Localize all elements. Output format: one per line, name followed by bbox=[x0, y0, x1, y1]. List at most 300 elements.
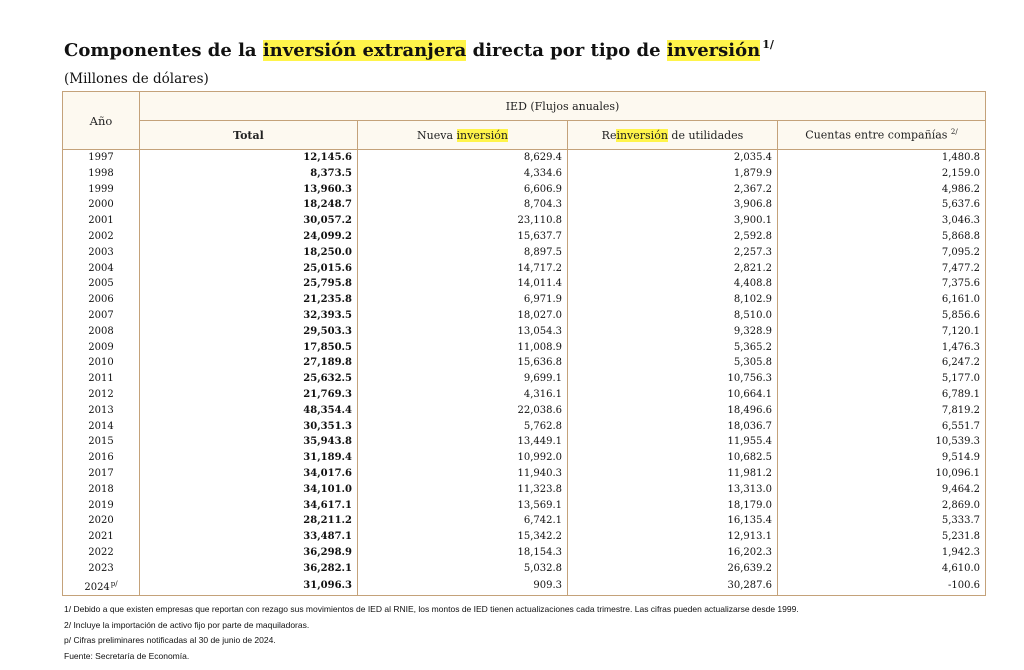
year-cell-value: 2021 bbox=[88, 531, 114, 543]
table-row bbox=[63, 545, 986, 561]
cuentas-cell-value: 2,869.0 bbox=[941, 499, 981, 511]
reinversion-cell-value: 11,981.2 bbox=[727, 467, 772, 479]
nueva-inversion-cell-value: 22,038.6 bbox=[517, 404, 562, 416]
cuentas-cell-value: 5,637.6 bbox=[941, 199, 981, 211]
nueva-inversion-cell bbox=[358, 245, 568, 261]
header-total: Total bbox=[140, 121, 358, 150]
table-row bbox=[63, 213, 986, 229]
nueva-inversion-cell-value: 23,110.8 bbox=[517, 215, 562, 227]
table-row bbox=[63, 482, 986, 498]
header-reinv-highlight: inversión bbox=[616, 128, 668, 142]
cuentas-cell-value: -100.6 bbox=[948, 580, 981, 592]
nueva-inversion-cell-value: 8,629.4 bbox=[523, 152, 562, 163]
reinversion-cell bbox=[568, 371, 778, 387]
reinversion-cell bbox=[568, 182, 778, 198]
total-cell bbox=[140, 292, 358, 308]
cuentas-cell bbox=[778, 292, 986, 308]
cuentas-cell-value: 4,610.0 bbox=[941, 562, 981, 574]
year-cell bbox=[63, 229, 140, 245]
nueva-inversion-cell bbox=[358, 229, 568, 245]
reinversion-cell-value: 10,682.5 bbox=[727, 452, 772, 464]
year-cell bbox=[63, 261, 140, 277]
reinversion-cell bbox=[568, 434, 778, 450]
year-cell-value: 2001 bbox=[88, 215, 114, 227]
cuentas-cell-value: 9,464.2 bbox=[941, 483, 981, 495]
table-row bbox=[63, 197, 986, 213]
year-cell-value: 1999 bbox=[88, 183, 114, 195]
nueva-inversion-cell bbox=[358, 577, 568, 596]
cuentas-cell-value: 10,539.3 bbox=[935, 436, 981, 448]
title-footnote-marker: 1/ bbox=[762, 38, 774, 51]
reinversion-cell bbox=[568, 261, 778, 277]
nueva-inversion-cell-value: 11,940.3 bbox=[517, 467, 562, 479]
reinversion-cell-value: 18,496.6 bbox=[727, 404, 772, 416]
reinversion-cell bbox=[568, 276, 778, 292]
total-cell-value: 31,189.4 bbox=[303, 452, 352, 464]
nueva-inversion-cell-value: 9,699.1 bbox=[523, 373, 562, 385]
reinversion-cell-value: 30,287.6 bbox=[727, 580, 772, 592]
cuentas-cell bbox=[778, 434, 986, 450]
footnote-3: p/ Cifras preliminares notificadas al 30 de junio de 2024. bbox=[64, 635, 276, 645]
cuentas-cell-value: 7,375.6 bbox=[941, 278, 981, 290]
cuentas-cell-value: 6,247.2 bbox=[941, 357, 981, 369]
total-cell-value: 33,487.1 bbox=[303, 531, 352, 543]
year-cell-value: 2006 bbox=[88, 294, 114, 306]
ied-table bbox=[62, 91, 986, 596]
cuentas-cell bbox=[778, 561, 986, 577]
reinversion-cell-value: 13,313.0 bbox=[727, 483, 772, 495]
cuentas-cell bbox=[778, 419, 986, 435]
table-row bbox=[63, 498, 986, 514]
year-cell-value: 2009 bbox=[88, 341, 114, 353]
table-row bbox=[63, 150, 986, 166]
nueva-inversion-cell bbox=[358, 197, 568, 213]
year-cell-value: 2003 bbox=[88, 246, 114, 258]
year-cell bbox=[63, 450, 140, 466]
total-cell bbox=[140, 245, 358, 261]
reinversion-cell-value: 8,102.9 bbox=[733, 294, 772, 306]
cuentas-cell bbox=[778, 324, 986, 340]
table-row bbox=[63, 245, 986, 261]
reinversion-cell-value: 9,328.9 bbox=[733, 325, 772, 337]
cuentas-cell-value: 5,231.8 bbox=[941, 531, 981, 543]
total-cell-value: 30,057.2 bbox=[303, 215, 352, 227]
reinversion-cell-value: 16,202.3 bbox=[727, 546, 772, 558]
reinversion-cell bbox=[568, 308, 778, 324]
reinversion-cell-value: 2,592.8 bbox=[733, 230, 772, 242]
nueva-inversion-cell-value: 14,717.2 bbox=[517, 262, 562, 274]
cuentas-cell-value: 7,477.2 bbox=[941, 262, 981, 274]
year-cell-value: 2015 bbox=[88, 436, 114, 448]
header-cuentas-footnote: 2/ bbox=[950, 128, 958, 137]
year-cell bbox=[63, 529, 140, 545]
year-cell bbox=[63, 498, 140, 514]
nueva-inversion-cell-value: 6,742.1 bbox=[523, 515, 562, 527]
header-nueva-highlight: inversión bbox=[456, 128, 508, 142]
nueva-inversion-cell-value: 909.3 bbox=[533, 580, 562, 592]
table-row bbox=[63, 577, 986, 596]
reinversion-cell-value: 18,036.7 bbox=[727, 420, 772, 432]
reinversion-cell-value: 3,906.8 bbox=[733, 199, 772, 211]
table-row bbox=[63, 371, 986, 387]
header-cuentas bbox=[778, 121, 986, 150]
total-cell bbox=[140, 324, 358, 340]
nueva-inversion-cell bbox=[358, 466, 568, 482]
reinversion-cell bbox=[568, 529, 778, 545]
total-cell bbox=[140, 513, 358, 529]
year-cell-value: 1998 bbox=[88, 167, 114, 179]
cuentas-cell bbox=[778, 261, 986, 277]
year-cell-value: 1997 bbox=[88, 152, 114, 163]
nueva-inversion-cell-value: 10,992.0 bbox=[517, 452, 562, 464]
footnote-2: 2/ Incluye la importación de activo fijo por parte de maquiladoras. bbox=[64, 619, 310, 630]
year-cell bbox=[63, 276, 140, 292]
reinversion-cell bbox=[568, 213, 778, 229]
total-cell bbox=[140, 545, 358, 561]
total-cell-value: 8,373.5 bbox=[310, 167, 352, 179]
table-row bbox=[63, 403, 986, 419]
cuentas-cell bbox=[778, 166, 986, 182]
year-cell-value: 2002 bbox=[88, 230, 114, 242]
reinversion-cell-value: 26,639.2 bbox=[727, 562, 772, 574]
nueva-inversion-cell-value: 18,154.3 bbox=[517, 546, 562, 558]
total-cell-value: 36,282.1 bbox=[303, 562, 352, 574]
total-cell bbox=[140, 482, 358, 498]
year-cell bbox=[63, 545, 140, 561]
reinversion-cell bbox=[568, 324, 778, 340]
reinversion-cell-value: 2,035.4 bbox=[733, 152, 772, 163]
year-cell-value: 2010 bbox=[88, 357, 114, 369]
nueva-inversion-cell-value: 8,897.5 bbox=[523, 246, 562, 258]
nueva-inversion-cell bbox=[358, 150, 568, 166]
reinversion-cell bbox=[568, 466, 778, 482]
nueva-inversion-cell-value: 13,054.3 bbox=[517, 325, 562, 337]
nueva-inversion-cell-value: 4,316.1 bbox=[523, 388, 562, 400]
nueva-inversion-cell bbox=[358, 355, 568, 371]
year-cell bbox=[63, 340, 140, 356]
reinversion-cell-value: 18,179.0 bbox=[727, 499, 772, 511]
total-cell-value: 18,250.0 bbox=[303, 246, 352, 258]
cuentas-cell bbox=[778, 340, 986, 356]
nueva-inversion-cell-value: 18,027.0 bbox=[517, 309, 562, 321]
reinversion-cell-value: 10,664.1 bbox=[727, 388, 772, 400]
page-title bbox=[64, 38, 774, 61]
year-cell bbox=[63, 197, 140, 213]
header-reinversion bbox=[568, 121, 778, 150]
nueva-inversion-cell bbox=[358, 498, 568, 514]
reinversion-cell-value: 2,821.2 bbox=[733, 262, 772, 274]
title-part-1: Componentes de la bbox=[64, 40, 263, 61]
total-cell-value: 36,298.9 bbox=[303, 546, 352, 558]
cuentas-cell-value: 1,480.8 bbox=[941, 152, 981, 163]
table-row bbox=[63, 324, 986, 340]
cuentas-cell-value: 1,476.3 bbox=[941, 341, 981, 353]
total-cell-value: 25,015.6 bbox=[303, 262, 352, 274]
reinversion-cell bbox=[568, 340, 778, 356]
year-cell bbox=[63, 387, 140, 403]
cuentas-cell-value: 7,095.2 bbox=[941, 246, 981, 258]
cuentas-cell bbox=[778, 498, 986, 514]
year-cell bbox=[63, 482, 140, 498]
reinversion-cell-value: 2,257.3 bbox=[733, 246, 772, 258]
cuentas-cell-value: 6,551.7 bbox=[941, 420, 981, 432]
nueva-inversion-cell bbox=[358, 450, 568, 466]
total-cell bbox=[140, 419, 358, 435]
year-cell bbox=[63, 577, 140, 596]
cuentas-cell bbox=[778, 387, 986, 403]
reinversion-cell bbox=[568, 450, 778, 466]
reinversion-cell bbox=[568, 292, 778, 308]
total-cell bbox=[140, 434, 358, 450]
total-cell bbox=[140, 450, 358, 466]
total-cell-value: 18,248.7 bbox=[303, 199, 352, 211]
total-cell bbox=[140, 577, 358, 596]
year-cell bbox=[63, 245, 140, 261]
year-cell-value: 2022 bbox=[88, 546, 114, 558]
cuentas-cell-value: 1,942.3 bbox=[941, 546, 981, 558]
reinversion-cell bbox=[568, 513, 778, 529]
reinversion-cell bbox=[568, 197, 778, 213]
total-cell bbox=[140, 308, 358, 324]
footnote-source: Fuente: Secretaría de Economía. bbox=[64, 650, 190, 661]
cuentas-cell-value: 5,868.8 bbox=[941, 230, 981, 242]
nueva-inversion-cell bbox=[358, 419, 568, 435]
nueva-inversion-cell bbox=[358, 371, 568, 387]
year-cell bbox=[63, 292, 140, 308]
year-cell-value: 2007 bbox=[88, 309, 114, 321]
nueva-inversion-cell bbox=[358, 308, 568, 324]
nueva-inversion-cell bbox=[358, 545, 568, 561]
year-cell-value: 2012 bbox=[88, 388, 114, 400]
cuentas-cell bbox=[778, 450, 986, 466]
reinversion-cell-value: 12,913.1 bbox=[727, 531, 772, 543]
reinversion-cell bbox=[568, 245, 778, 261]
nueva-inversion-cell bbox=[358, 529, 568, 545]
nueva-inversion-cell-value: 15,636.8 bbox=[517, 357, 562, 369]
page-subtitle: (Millones de dólares) bbox=[64, 71, 209, 87]
nueva-inversion-cell bbox=[358, 340, 568, 356]
cuentas-cell-value: 9,514.9 bbox=[941, 452, 981, 464]
year-cell-value: 2019 bbox=[88, 499, 114, 511]
nueva-inversion-cell-value: 5,032.8 bbox=[523, 562, 562, 574]
nueva-inversion-cell bbox=[358, 513, 568, 529]
reinversion-cell-value: 10,756.3 bbox=[727, 373, 772, 385]
nueva-inversion-cell bbox=[358, 213, 568, 229]
table-row bbox=[63, 529, 986, 545]
reinversion-cell-value: 16,135.4 bbox=[727, 515, 772, 527]
year-cell bbox=[63, 324, 140, 340]
reinversion-cell bbox=[568, 545, 778, 561]
header-group: IED (Flujos anuales) bbox=[140, 92, 986, 121]
nueva-inversion-cell-value: 11,008.9 bbox=[517, 341, 562, 353]
year-cell bbox=[63, 182, 140, 198]
table-row bbox=[63, 308, 986, 324]
table-row bbox=[63, 276, 986, 292]
year-cell-value: 2020 bbox=[88, 515, 114, 527]
header-nueva-inversion bbox=[358, 121, 568, 150]
reinversion-cell bbox=[568, 166, 778, 182]
cuentas-cell bbox=[778, 245, 986, 261]
year-cell bbox=[63, 166, 140, 182]
total-cell-value: 12,145.6 bbox=[303, 152, 352, 163]
total-cell bbox=[140, 371, 358, 387]
title-part-2: directa por tipo de bbox=[466, 40, 667, 61]
reinversion-cell bbox=[568, 419, 778, 435]
table-row bbox=[63, 466, 986, 482]
table-row bbox=[63, 355, 986, 371]
table-row bbox=[63, 561, 986, 577]
total-cell bbox=[140, 182, 358, 198]
nueva-inversion-cell-value: 13,449.1 bbox=[517, 436, 562, 448]
nueva-inversion-cell-value: 5,762.8 bbox=[523, 420, 562, 432]
table-row bbox=[63, 340, 986, 356]
year-footnote-marker: p/ bbox=[110, 579, 118, 588]
nueva-inversion-cell bbox=[358, 434, 568, 450]
nueva-inversion-cell-value: 15,342.2 bbox=[517, 531, 562, 543]
total-cell bbox=[140, 197, 358, 213]
cuentas-cell-value: 4,986.2 bbox=[941, 183, 981, 195]
cuentas-cell bbox=[778, 276, 986, 292]
cuentas-cell-value: 7,819.2 bbox=[941, 404, 981, 416]
total-cell bbox=[140, 276, 358, 292]
total-cell-value: 27,189.8 bbox=[303, 357, 352, 369]
reinversion-cell-value: 5,305.8 bbox=[733, 357, 772, 369]
nueva-inversion-cell-value: 11,323.8 bbox=[517, 483, 562, 495]
nueva-inversion-cell bbox=[358, 561, 568, 577]
year-cell bbox=[63, 213, 140, 229]
title-highlight-1: inversión extranjera bbox=[262, 40, 467, 61]
footnotes bbox=[64, 603, 799, 665]
nueva-inversion-cell-value: 8,704.3 bbox=[523, 199, 562, 211]
cuentas-cell bbox=[778, 482, 986, 498]
nueva-inversion-cell-value: 6,606.9 bbox=[523, 183, 562, 195]
cuentas-cell bbox=[778, 229, 986, 245]
table-row bbox=[63, 450, 986, 466]
total-cell-value: 31,096.3 bbox=[303, 580, 352, 592]
cuentas-cell bbox=[778, 513, 986, 529]
year-cell-value: 2008 bbox=[88, 325, 114, 337]
nueva-inversion-cell bbox=[358, 292, 568, 308]
total-cell-value: 32,393.5 bbox=[303, 309, 352, 321]
year-cell bbox=[63, 466, 140, 482]
year-cell bbox=[63, 434, 140, 450]
cuentas-cell-value: 5,177.0 bbox=[941, 373, 981, 385]
total-cell bbox=[140, 340, 358, 356]
total-cell-value: 25,795.8 bbox=[303, 278, 352, 290]
cuentas-cell bbox=[778, 529, 986, 545]
year-cell-value: 2014 bbox=[88, 420, 114, 432]
year-cell-value: 2013 bbox=[88, 404, 114, 416]
total-cell-value: 34,101.0 bbox=[303, 483, 352, 495]
reinversion-cell bbox=[568, 577, 778, 596]
total-cell bbox=[140, 466, 358, 482]
header-nueva-text: Nueva bbox=[417, 128, 457, 142]
header-reinv-suffix: de utilidades bbox=[667, 128, 744, 142]
total-cell-value: 25,632.5 bbox=[303, 373, 352, 385]
table-row bbox=[63, 292, 986, 308]
cuentas-cell bbox=[778, 545, 986, 561]
nueva-inversion-cell bbox=[358, 276, 568, 292]
cuentas-cell-value: 2,159.0 bbox=[941, 167, 981, 179]
reinversion-cell-value: 5,365.2 bbox=[733, 341, 772, 353]
footnote-1: 1/ Debido a que existen empresas que reportan con rezago sus movimientos de IED al RNIE, los montos de IED tienen actualizaciones cada trimestre. Las cifras pueden actualizarse desde 1999. bbox=[64, 604, 799, 614]
table-row bbox=[63, 434, 986, 450]
year-cell bbox=[63, 150, 140, 166]
cuentas-cell bbox=[778, 150, 986, 166]
nueva-inversion-cell-value: 14,011.4 bbox=[517, 278, 562, 290]
header-year: Año bbox=[63, 92, 140, 150]
total-cell-value: 28,211.2 bbox=[303, 515, 352, 527]
year-cell-value: 2005 bbox=[88, 278, 114, 290]
cuentas-cell bbox=[778, 182, 986, 198]
year-cell-value: 2004 bbox=[88, 262, 114, 274]
nueva-inversion-cell-value: 13,569.1 bbox=[517, 499, 562, 511]
total-cell bbox=[140, 213, 358, 229]
total-cell bbox=[140, 229, 358, 245]
cuentas-cell-value: 6,789.1 bbox=[941, 388, 981, 400]
total-cell-value: 21,235.8 bbox=[303, 294, 352, 306]
year-cell-value: 2018 bbox=[88, 483, 114, 495]
total-cell bbox=[140, 150, 358, 166]
reinversion-cell-value: 4,408.8 bbox=[733, 278, 772, 290]
reinversion-cell bbox=[568, 387, 778, 403]
reinversion-cell-value: 8,510.0 bbox=[733, 309, 772, 321]
reinversion-cell bbox=[568, 482, 778, 498]
table-row bbox=[63, 513, 986, 529]
year-cell bbox=[63, 419, 140, 435]
total-cell bbox=[140, 166, 358, 182]
total-cell-value: 34,617.1 bbox=[303, 499, 352, 511]
total-cell bbox=[140, 529, 358, 545]
nueva-inversion-cell-value: 15,637.7 bbox=[517, 230, 562, 242]
nueva-inversion-cell bbox=[358, 482, 568, 498]
year-cell-value: 2023 bbox=[88, 562, 114, 574]
year-cell-value: 2011 bbox=[88, 373, 114, 385]
header-reinv-prefix: Re bbox=[601, 128, 617, 142]
nueva-inversion-cell bbox=[358, 261, 568, 277]
year-cell bbox=[63, 308, 140, 324]
total-cell bbox=[140, 355, 358, 371]
total-cell bbox=[140, 561, 358, 577]
cuentas-cell bbox=[778, 403, 986, 419]
reinversion-cell bbox=[568, 403, 778, 419]
year-cell bbox=[63, 355, 140, 371]
cuentas-cell bbox=[778, 466, 986, 482]
nueva-inversion-cell bbox=[358, 166, 568, 182]
total-cell-value: 34,017.6 bbox=[303, 467, 352, 479]
reinversion-cell-value: 1,879.9 bbox=[733, 167, 772, 179]
total-cell-value: 48,354.4 bbox=[303, 404, 352, 416]
total-cell bbox=[140, 498, 358, 514]
year-cell bbox=[63, 403, 140, 419]
total-cell bbox=[140, 261, 358, 277]
reinversion-cell-value: 2,367.2 bbox=[733, 183, 772, 195]
total-cell-value: 29,503.3 bbox=[303, 325, 352, 337]
reinversion-cell-value: 3,900.1 bbox=[733, 215, 772, 227]
cuentas-cell bbox=[778, 371, 986, 387]
total-cell-value: 13,960.3 bbox=[303, 183, 352, 195]
cuentas-cell bbox=[778, 308, 986, 324]
nueva-inversion-cell bbox=[358, 182, 568, 198]
total-cell-value: 21,769.3 bbox=[303, 388, 352, 400]
table-row bbox=[63, 166, 986, 182]
reinversion-cell bbox=[568, 561, 778, 577]
cuentas-cell-value: 6,161.0 bbox=[941, 294, 981, 306]
header-cuentas-text: Cuentas entre compañías bbox=[805, 128, 948, 142]
year-cell bbox=[63, 513, 140, 529]
total-cell bbox=[140, 387, 358, 403]
cuentas-cell-value: 5,333.7 bbox=[941, 515, 981, 527]
